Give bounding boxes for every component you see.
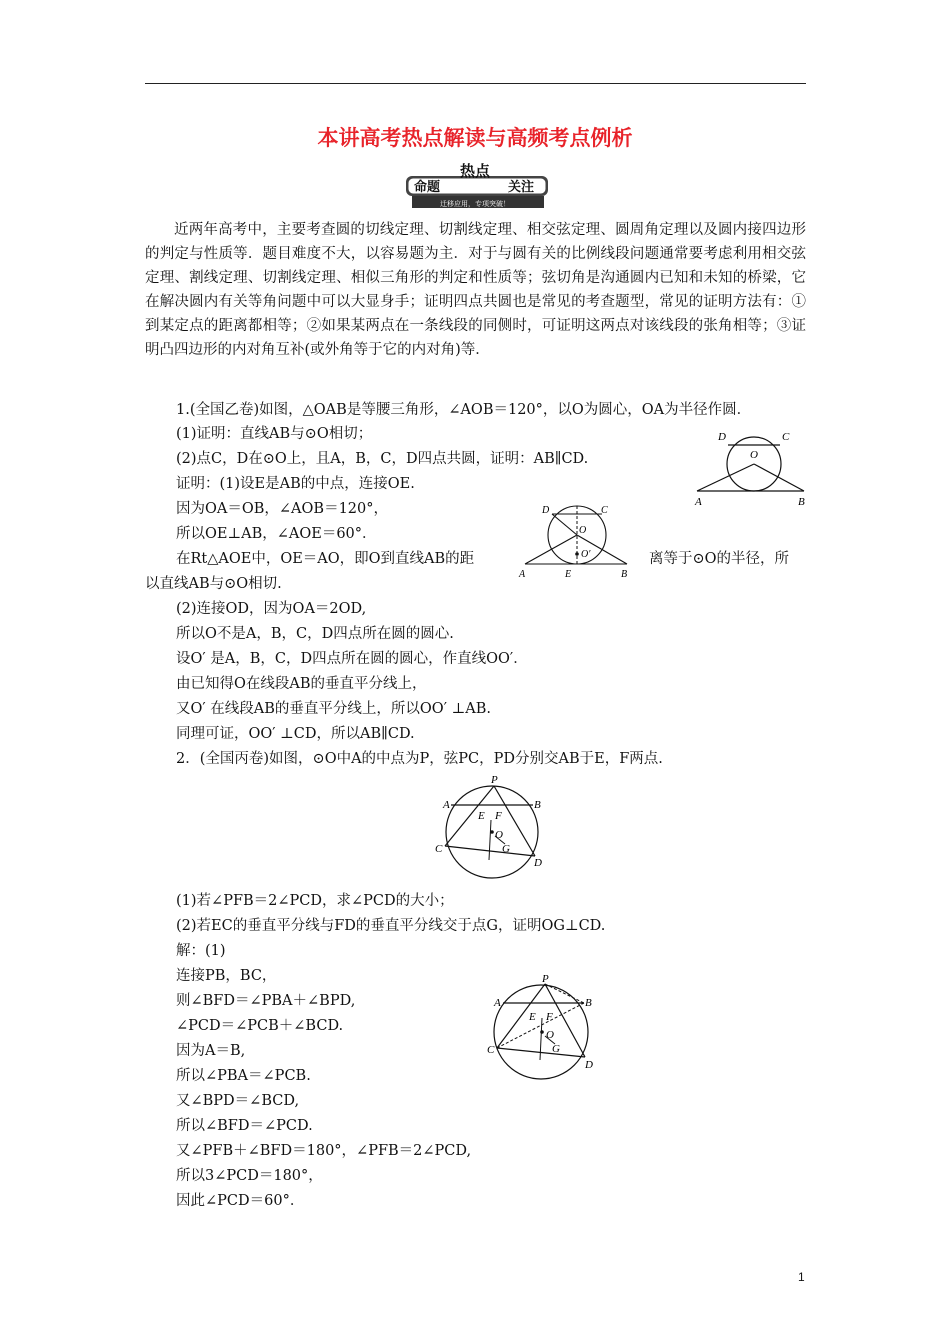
problem-2-part-1: (1)若∠PFB＝2∠PCD，求∠PCD的大小；	[176, 893, 454, 909]
label-F: F	[546, 1011, 553, 1023]
label-C: C	[435, 843, 443, 855]
figure-3-circle-chords	[435, 772, 550, 884]
label-B: B	[534, 799, 541, 811]
label-P: P	[491, 774, 498, 786]
problem-2-part-2: (2)若EC的垂直平分线与FD的垂直平分线交于点G，证明OG⊥CD.	[176, 918, 606, 934]
label-C: C	[782, 431, 790, 443]
intro-paragraph: 近两年高考中，主要考查圆的切线定理、切割线定理、相交弦定理、圆周角定理以及圆内接四边形的判定与性质等．题目难度不大，以容易题为主．对于与圆有关的比例线段问题通常要考虑利用相交弦定理、割线定理、切割线定理、相似三角形的判定和性质等；弦切角是沟通圆内已知和未知的桥梁，它在解决圆内有关等角问题中可以大显身手；证明四点共圆也是常见的考查题型，常见的证明方法有：①到某定点的距离都相等；②如果某两点在一条线段的同侧时，可证明这两点对该线段的张角相等；③证明凸四边形的内对角互补(或外角等于它的内对角)等．	[145, 222, 806, 358]
label-D: D	[542, 505, 550, 516]
solution-line: 又∠PFB＋∠BFD＝180°，∠PFB＝2∠PCD,	[176, 1143, 472, 1159]
label-A: A	[519, 569, 526, 580]
label-C: C	[487, 1044, 495, 1056]
label-A: A	[695, 496, 702, 507]
figure-1-triangle-circle	[690, 425, 810, 507]
label-P: P	[542, 973, 549, 985]
label-E: E	[478, 810, 485, 822]
proof-line: 同理可证，OO′ ⊥CD，所以AB∥CD.	[176, 726, 415, 742]
topic-badge	[402, 162, 552, 212]
solution-line: 又∠BPD＝∠BCD,	[176, 1093, 300, 1109]
label-B: B	[798, 496, 805, 507]
badge-mid-text: 热点	[460, 162, 491, 180]
label-O: O	[579, 525, 587, 536]
proof-line: 证明：(1)设E是AB的中点，连接OE.	[176, 476, 415, 492]
solution-line: 因此∠PCD＝60°．	[176, 1193, 305, 1209]
proof-line: 所以O不是A，B，C，D四点所在圆的圆心.	[176, 626, 454, 642]
label-G: G	[502, 843, 510, 855]
proof-line: 又O′ 在线段AB的垂直平分线上，所以OO′ ⊥AB.	[176, 701, 491, 717]
label-D: D	[534, 857, 542, 869]
solution-line: 则∠BFD＝∠PBA＋∠BPD,	[176, 993, 356, 1009]
solution-line: 所以∠PBA＝∠PCB.	[176, 1068, 311, 1084]
label-A: A	[494, 997, 501, 1009]
label-O: O	[546, 1029, 554, 1041]
badge-sub-text: 迁移应用，专项突破！	[440, 200, 510, 208]
label-A: A	[443, 799, 450, 811]
solution-line: 所以∠BFD＝∠PCD.	[176, 1118, 313, 1134]
page-title: 本讲高考热点解读与高频考点例析	[317, 126, 633, 150]
label-O: O	[750, 449, 758, 461]
label-G: G	[552, 1043, 560, 1055]
solution-line: 解：(1)	[176, 943, 226, 959]
proof-line: 在Rt△AOE中，OE＝AO，即O到直线AB的距	[176, 551, 475, 567]
label-O: O	[495, 829, 503, 841]
label-F: F	[495, 810, 502, 822]
label-C: C	[601, 505, 608, 516]
label-E: E	[565, 569, 572, 580]
solution-line: 所以3∠PCD＝180°，	[176, 1168, 323, 1184]
proof-line-continued: 离等于⊙O的半径，所	[649, 551, 790, 567]
label-B: B	[585, 997, 592, 1009]
badge-right-text: 关注	[508, 180, 535, 195]
solution-line: ∠PCD＝∠PCB＋∠BCD.	[176, 1018, 344, 1034]
proof-line: 因为OA＝OB，∠AOB＝120°，	[176, 501, 388, 517]
header-rule	[145, 83, 806, 84]
proof-line: 由已知得O在线段AB的垂直平分线上，	[176, 676, 427, 692]
problem-1-part-1: (1)证明：直线AB与⊙O相切；	[176, 426, 373, 442]
label-D: D	[718, 431, 726, 443]
problem-2-stem: 2．(全国丙卷)如图，⊙O中A的中点为P，弦PC，PD分别交AB于E，F两点.	[176, 751, 663, 767]
figure-4-circle-chords-dashed	[485, 972, 600, 1084]
badge-left-text: 命题	[414, 180, 441, 195]
label-D: D	[585, 1059, 593, 1071]
solution-line: 连接PB，BC，	[176, 968, 277, 984]
proof-line: 以直线AB与⊙O相切.	[145, 576, 282, 592]
solution-line: 因为A＝B,	[176, 1043, 246, 1059]
label-B: B	[621, 569, 628, 580]
label-O-prime: O′	[581, 549, 591, 560]
proof-line: 设O′ 是A，B，C，D四点所在圆的圆心，作直线OO′．	[176, 651, 528, 667]
figure-2-proof-diagram	[515, 502, 635, 582]
page-number: 1	[798, 1270, 805, 1284]
label-E: E	[529, 1011, 536, 1023]
problem-1-stem: 1.(全国乙卷)如图，△OAB是等腰三角形，∠AOB＝120°，以O为圆心，OA为半径作圆．	[176, 402, 752, 418]
proof-line: (2)连接OD，因为OA＝2OD,	[176, 601, 367, 617]
problem-1-part-2: (2)点C，D在⊙O上，且A，B，C，D四点共圆，证明：AB∥CD.	[176, 451, 589, 467]
proof-line: 所以OE⊥AB，∠AOE＝60°．	[176, 526, 377, 542]
